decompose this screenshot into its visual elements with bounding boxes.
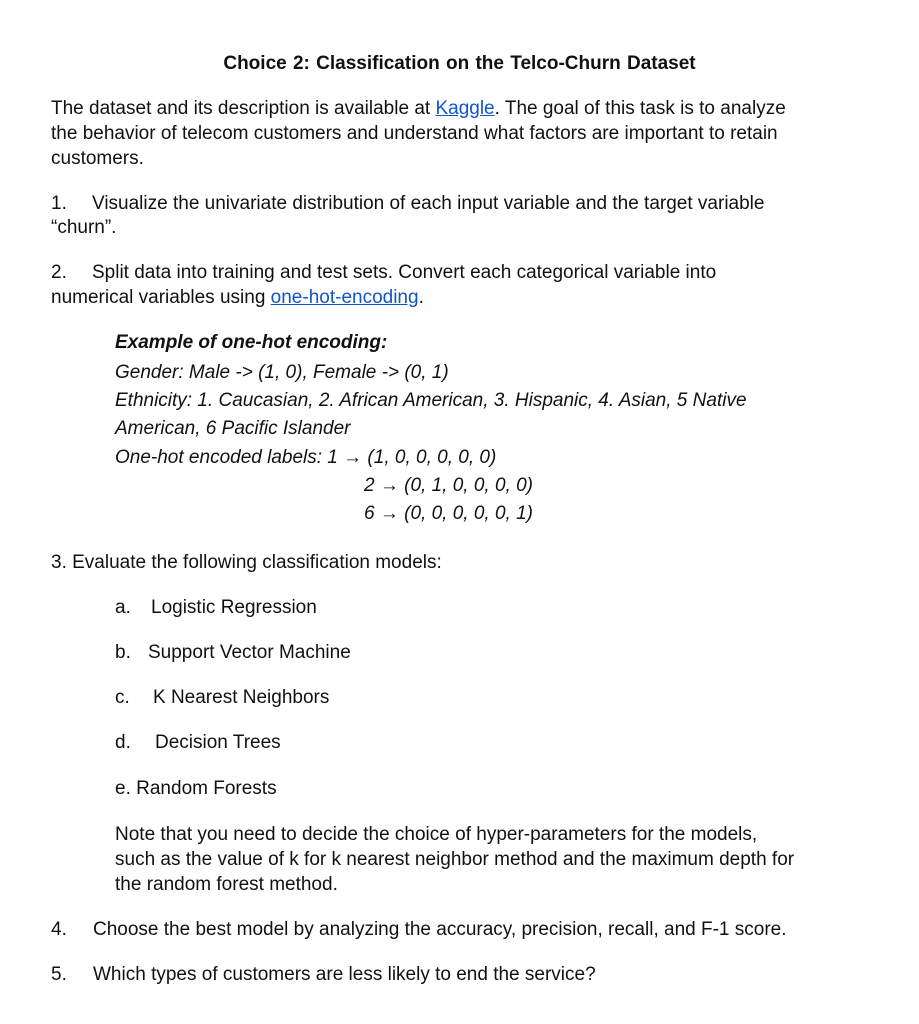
- item-2-line-2: [51, 286, 424, 310]
- model-d-marker: d.: [115, 732, 131, 753]
- item-4-number: 4.: [51, 919, 67, 940]
- item-5: [51, 963, 596, 987]
- model-item-c: [115, 686, 329, 710]
- item-1-number: 1.: [51, 193, 67, 214]
- item-1-line-1: [51, 192, 764, 216]
- item-4: [51, 918, 787, 942]
- example-ethnicity-line-2: American, 6 Pacific Islander: [115, 418, 351, 439]
- intro-text-before-link: The dataset and its description is available at: [51, 98, 436, 119]
- item-2-number: 2.: [51, 262, 67, 283]
- item-1-line-2: “churn”.: [51, 217, 117, 238]
- model-item-d: [115, 731, 281, 755]
- model-a-label: Logistic Regression: [151, 597, 317, 618]
- kaggle-link[interactable]: Kaggle: [435, 98, 495, 119]
- model-item-a: [115, 596, 317, 620]
- example-encoded-line-1: One-hot encoded labels: 1 → (1, 0, 0, 0, 0, 0): [115, 447, 497, 468]
- intro-line-2: the behavior of telecom customers and understand what factors are important to retain: [51, 123, 778, 144]
- model-c-marker: c.: [115, 687, 130, 708]
- model-e-marker: e.: [115, 778, 131, 799]
- example-ethnicity-line-1: Ethnicity: 1. Caucasian, 2. African American, 3. Hispanic, 4. Asian, 5 Native: [115, 390, 747, 411]
- page-title: Choice 2: Classification on the Telco-Churn Dataset: [223, 53, 696, 74]
- item-2-text: Split data into training and test sets. Convert each categorical variable into: [92, 262, 717, 283]
- model-item-b: [115, 641, 351, 665]
- intro-line-3: customers.: [51, 148, 144, 169]
- model-c-label: K Nearest Neighbors: [153, 687, 330, 708]
- model-item-e: [115, 777, 277, 801]
- model-d-label: Decision Trees: [155, 732, 281, 753]
- note-line-3: the random forest method.: [115, 874, 338, 895]
- model-b-marker: b.: [115, 642, 131, 663]
- example-heading: Example of one-hot encoding:: [115, 332, 388, 353]
- one-hot-encoding-link[interactable]: one-hot-encoding: [270, 287, 419, 308]
- item-5-number: 5.: [51, 964, 67, 985]
- example-gender: Gender: Male -> (1, 0), Female -> (0, 1): [115, 362, 449, 383]
- intro-line-1: [51, 97, 786, 121]
- example-encoded-line-2: 2 → (0, 1, 0, 0, 0, 0): [364, 475, 533, 496]
- item-2-text-before-link: numerical variables using: [51, 287, 271, 308]
- note-line-1: Note that you need to decide the choice of hyper-parameters for the models,: [115, 824, 758, 845]
- item-5-text: Which types of customers are less likely to end the service?: [93, 964, 596, 985]
- item-2-line-1: [51, 261, 716, 285]
- item-1-text: Visualize the univariate distribution of each input variable and the target variable: [92, 193, 765, 214]
- intro-text-after-link: . The goal of this task is to analyze: [494, 98, 786, 119]
- item-4-text: Choose the best model by analyzing the accuracy, precision, recall, and F-1 score.: [93, 919, 787, 940]
- item-2-text-after-link: .: [418, 287, 424, 308]
- model-e-label: Random Forests: [136, 778, 277, 799]
- example-encoded-line-3: 6 → (0, 0, 0, 0, 0, 1): [364, 503, 533, 524]
- note-line-2: such as the value of k for k nearest neighbor method and the maximum depth for: [115, 849, 795, 870]
- model-a-marker: a.: [115, 597, 131, 618]
- model-b-label: Support Vector Machine: [148, 642, 351, 663]
- item-3-heading: 3. Evaluate the following classification models:: [51, 552, 442, 573]
